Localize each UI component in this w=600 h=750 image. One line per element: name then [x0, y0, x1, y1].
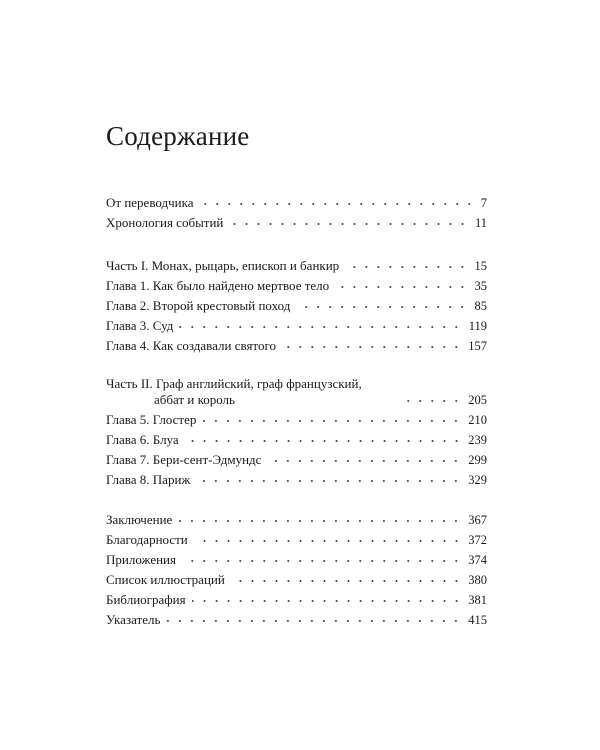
dot-leader	[345, 264, 468, 270]
toc-entry-title: Благодарности	[106, 532, 188, 547]
dot-leader	[178, 518, 462, 524]
toc-entry-page: 367	[468, 513, 487, 527]
toc-group-part-2	[106, 374, 487, 488]
toc-entry-page: 7	[480, 196, 487, 210]
toc-entry-page: 374	[468, 553, 487, 567]
toc-entry-title: Глава 6. Блуа	[106, 432, 179, 447]
toc-entry-title: Заключение	[106, 512, 173, 527]
toc-entry[interactable]	[106, 508, 487, 528]
dot-leader	[335, 284, 468, 290]
toc-entry-title-line2: аббат и король	[154, 392, 235, 407]
page-title: Содержание	[106, 121, 250, 151]
toc-entry-page: 239	[468, 433, 487, 447]
dot-leader	[296, 304, 468, 310]
toc-entry[interactable]	[106, 334, 487, 354]
toc-entry-part[interactable]	[106, 374, 487, 408]
toc-entry[interactable]	[106, 468, 487, 488]
dot-leader	[402, 398, 462, 404]
toc-entry-page: 11	[474, 216, 487, 230]
toc-entry-page: 157	[468, 339, 487, 353]
toc-entry-title: Указатель	[106, 612, 161, 627]
dot-leader	[185, 438, 463, 444]
toc-entry-title	[106, 376, 402, 408]
toc-entry-page: 35	[474, 279, 487, 293]
toc-entry-part[interactable]	[106, 254, 487, 274]
toc-entry-title: От переводчика	[106, 195, 194, 210]
dot-leader	[192, 598, 463, 604]
toc-entry[interactable]	[106, 448, 487, 468]
toc-entry[interactable]	[106, 548, 487, 568]
toc-entry-title: Глава 3. Суд	[106, 318, 174, 333]
dot-leader	[229, 221, 469, 227]
toc-entry[interactable]	[106, 211, 487, 231]
dot-leader	[231, 578, 462, 584]
dot-leader	[200, 201, 475, 207]
dot-leader	[194, 538, 462, 544]
toc-entry[interactable]	[106, 528, 487, 548]
toc-entry[interactable]	[106, 408, 487, 428]
toc-entry[interactable]	[106, 428, 487, 448]
toc-entry-title-line1: Часть II. Граф английский, граф французский,	[106, 376, 362, 391]
toc-entry[interactable]	[106, 294, 487, 314]
toc-entry-title: Глава 5. Глостер	[106, 412, 197, 427]
toc-entry-title: Список иллюстраций	[106, 572, 225, 587]
toc-entry[interactable]	[106, 608, 487, 628]
toc-entry-page: 205	[468, 393, 487, 407]
toc-entry-title: Глава 7. Бери-сент-Эдмундс	[106, 452, 262, 467]
toc-entry-title: Глава 8. Париж	[106, 472, 191, 487]
toc-entry-page: 380	[468, 573, 487, 587]
toc-entry-title: Глава 4. Как создавали святого	[106, 338, 276, 353]
toc-entry-page: 381	[468, 593, 487, 607]
toc-entry-page: 299	[468, 453, 487, 467]
dot-leader	[282, 344, 462, 350]
toc-group-front-matter	[106, 191, 487, 231]
toc-entry[interactable]	[106, 314, 487, 334]
dot-leader	[202, 418, 462, 424]
dot-leader	[166, 618, 462, 624]
toc-group-back-matter	[106, 508, 487, 628]
toc-entry[interactable]	[106, 191, 487, 211]
toc-entry-title: Приложения	[106, 552, 176, 567]
dot-leader	[267, 458, 462, 464]
toc-entry-title: Глава 2. Второй крестовый поход	[106, 298, 291, 313]
toc-entry[interactable]	[106, 274, 487, 294]
toc-entry-page: 210	[468, 413, 487, 427]
toc-entry-page: 415	[468, 613, 487, 627]
dot-leader	[182, 558, 462, 564]
toc-entry-title: Хронология событий	[106, 215, 224, 230]
toc-entry-title: Часть I. Монах, рыцарь, епископ и банкир	[106, 258, 340, 273]
toc-entry-page: 119	[468, 319, 487, 333]
dot-leader	[179, 324, 462, 330]
toc-group-part-1	[106, 254, 487, 354]
toc-entry[interactable]	[106, 588, 487, 608]
toc-entry[interactable]	[106, 568, 487, 588]
toc-entry-page: 329	[468, 473, 487, 487]
toc-entry-page: 372	[468, 533, 487, 547]
dot-leader	[196, 478, 462, 484]
toc-entry-page: 15	[474, 259, 487, 273]
toc-entry-title: Библиография	[106, 592, 186, 607]
toc-entry-title: Глава 1. Как было найдено мертвое тело	[106, 278, 330, 293]
toc-entry-page: 85	[474, 299, 487, 313]
